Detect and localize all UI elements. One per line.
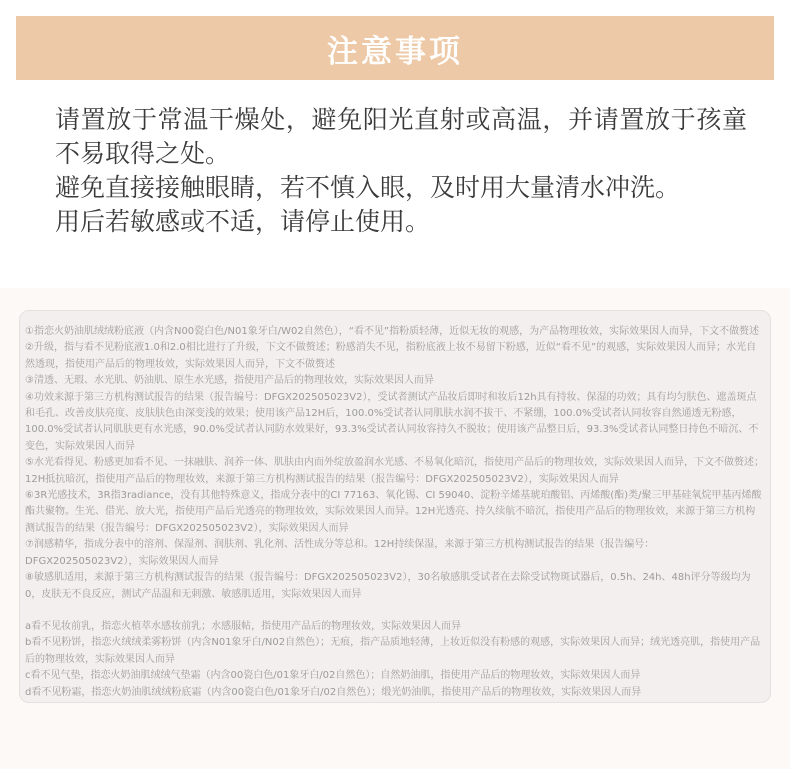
disclaimer-notes-box	[19, 310, 771, 703]
warning-text-block	[55, 103, 747, 239]
lettered-notes	[25, 619, 765, 701]
note-item: ⑦润感精华，指成分表中的溶剂、保湿剂、润肤剂、乳化剂、活性成分等总和。12H持续保湿，来源于第三方机构测试报告的结果（报告编号：DFGX202505023V2），实际效果因人而异	[25, 539, 655, 567]
numbered-notes	[25, 324, 765, 603]
note-item: d看不见粉霜，指恋火奶油肌绒绒粉底霜（内含00瓷白色/01象牙白/02自然色）；缎光奶油肌，指使用产品后的物理妆效，实际效果因人而异	[25, 686, 642, 698]
warning-line: 请置放于常温干燥处，避免阳光直射或高温，并请置放于孩童不易取得之处。	[55, 105, 747, 168]
note-item: ③清透、无瑕、水光肌、奶油肌、原生水光感，指使用产品后的物理妆效，实际效果因人而异	[25, 375, 434, 387]
note-item: ④功效来源于第三方机构测试报告的结果（报告编号：DFGX202505023V2），受试者测试产品妆后即时和妆后12h具有持妆、保湿的功效；具有均匀肤色、遮盖斑点和毛孔、改善皮肤亮度、皮肤肤色由深变浅的效果；使用该产品12H后，100.0%受试者认同肌肤水润不拔干、不紧绷，100.0%受试者认同妆容自然通透无粉感，100.0%受试者认同肌肤更有水光感，90.0%受试者认同防水效果好，93.3%受试者认同妆容持久不脱妆；使用该产品整日后，93.3%受试者认同整日持色不暗沉、不变色，实际效果因人而异	[25, 391, 759, 452]
page-title: 注意事项	[327, 33, 463, 70]
warning-line: 用后若敏感或不适，请停止使用。	[55, 207, 431, 236]
note-item: ①指恋火奶油肌绒绒粉底液（内含N00瓷白色/N01象牙白/W02自然色），“看不见”指粉质轻薄，近似无妆的观感，为产品物理妆效，实际效果因人而异，下文不做赘述	[25, 326, 760, 337]
note-item: ②升级，指与看不见粉底液1.0和2.0相比进行了升级，下文不做赘述；粉感消失不见，指粉底液上妆不易留下粉感，近似“看不见”的观感，实际效果因人而异；水光自然透现，指使用产品后的物理妆效，实际效果因人而异，下文不做赘述	[25, 342, 757, 370]
note-item: a看不见妆前乳，指恋火植萃水感妆前乳；水感服帖，指使用产品后的物理妆效，实际效果因人而异	[25, 620, 462, 632]
warning-line: 避免直接接触眼睛，若不慎入眼，及时用大量清水冲洗。	[55, 173, 681, 202]
note-item: ⑧敏感肌适用，来源于第三方机构测试报告的结果（报告编号：DFGX202505023V2），30名敏感肌受试者在去除受试物斑试器后，0.5h、24h、48h评分等级均为0，皮肤无不良反应，测试产品温和无刺激、敏感肌适用，实际效果因人而异	[25, 572, 751, 600]
note-item: c看不见气垫，指恋火奶油肌绒绒气垫霜（内含00瓷白色/01象牙白/02自然色）；自然奶油肌，指使用产品后的物理妆效，实际效果因人而异	[25, 670, 641, 682]
note-item: ⑥3R光感技术，3R指3radiance，没有其他特殊意义，指成分表中的CI 77163、氧化锡、CI 59040、淀粉辛烯基琥珀酸铝、丙烯酸(酯)类/聚三甲基硅氧烷甲基丙烯酸酯共聚物。生光、借光、放大光，指使用产品后光透亮的物理妆效，实际效果因人而异。12H光透亮、持久续航不暗沉，指使用产品后的物理妆效，来源于第三方机构测试报告的结果（报告编号：DFGX202505023V2），实际效果因人而异	[25, 490, 762, 534]
note-item: ⑤水光看得见、粉感更加看不见、一抹融肤、润养一体、肌肤由内而外绽放盈润水光感、不易氧化暗沉，指使用产品后的物理妆效，实际效果因人而异，下文不做赘述；12H抵抗暗沉，指使用产品后的物理妆效，来源于第三方机构测试报告的结果（报告编号：DFGX202505023V2），实际效果因人而异	[25, 457, 764, 485]
notice-banner	[16, 16, 774, 80]
note-item: b看不见粉饼，指恋火绒绒柔雾粉饼（内含N01象牙白/N02自然色）；无痕，指产品质地轻薄，上妆近似没有粉感的观感，实际效果因人而异；绒光透亮肌，指使用产品后的物理妆效，实际效果因人而异	[25, 637, 761, 665]
